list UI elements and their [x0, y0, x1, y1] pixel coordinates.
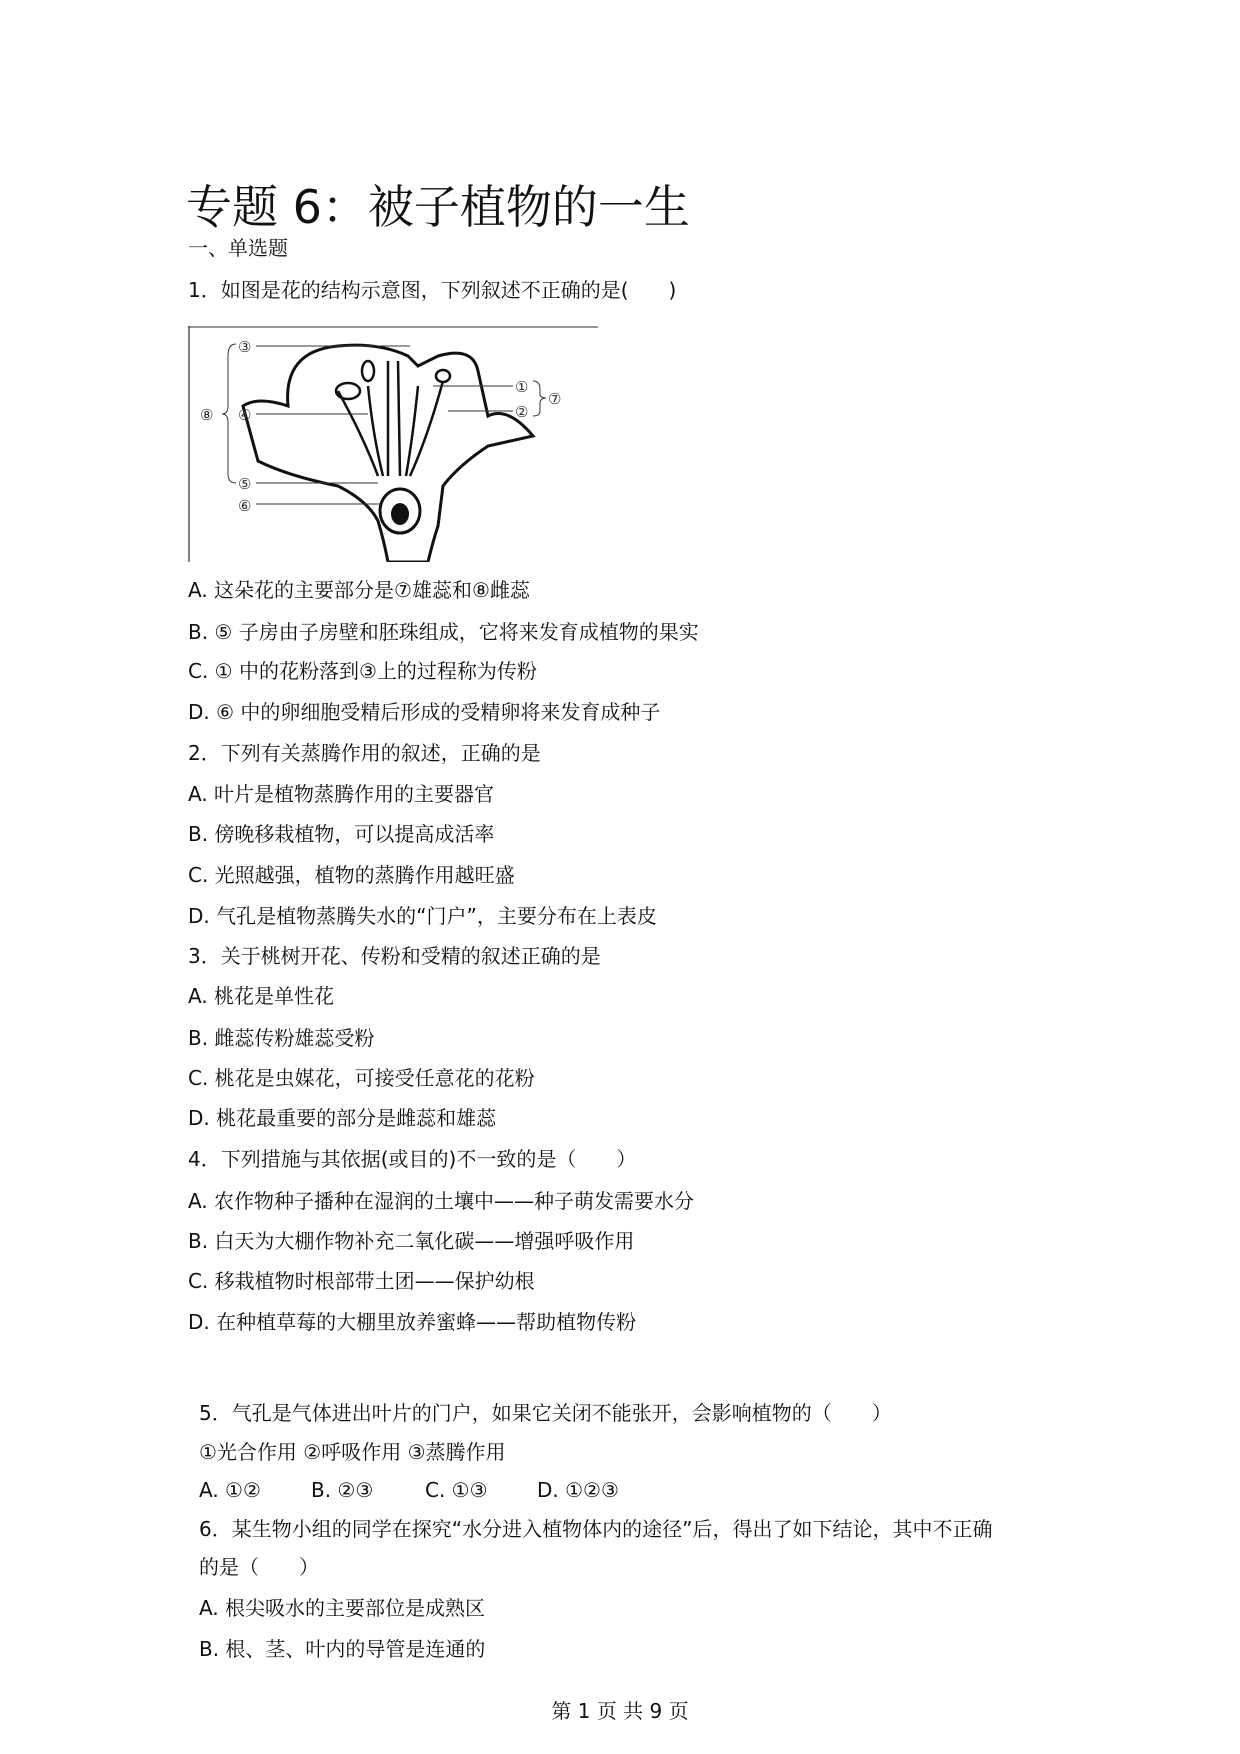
q3-option-a: A. 桃花是单性花 — [188, 984, 335, 1008]
q2-option-c: C. 光照越强，植物的蒸腾作用越旺盛 — [188, 863, 515, 887]
question-4-stem: 4．下列措施与其依据(或目的)不一致的是（ ） — [188, 1147, 637, 1171]
q1-option-b: B. ⑤ 子房由子房壁和胚珠组成，它将来发育成植物的果实 — [188, 620, 699, 644]
svg-text:①: ① — [515, 378, 529, 396]
q5-option-a: A. ①② — [199, 1478, 261, 1502]
svg-text:⑧: ⑧ — [200, 406, 214, 424]
q5-statements: ①光合作用 ②呼吸作用 ③蒸腾作用 — [199, 1440, 506, 1464]
page-title: 专题 6：被子植物的一生 — [186, 180, 690, 234]
q4-option-a: A. 农作物种子播种在湿润的土壤中——种子萌发需要水分 — [188, 1189, 695, 1213]
svg-text:④: ④ — [238, 406, 252, 424]
question-6-stem: 6．某生物小组的同学在探究“水分进入植物体内的途径”后，得出了如下结论，其中不正确 — [199, 1517, 993, 1541]
q5-option-c: C. ①③ — [425, 1478, 488, 1502]
question-1-stem: 1．如图是花的结构示意图，下列叙述不正确的是( ) — [188, 278, 677, 302]
q5-option-d: D. ①②③ — [537, 1478, 619, 1502]
flower-structure-diagram — [188, 326, 598, 562]
q2-option-a: A. 叶片是植物蒸腾作用的主要器官 — [188, 782, 495, 806]
svg-text:③: ③ — [238, 338, 252, 356]
q6-option-b: B. 根、茎、叶内的导管是连通的 — [199, 1637, 486, 1661]
q1-option-c: C. ① 中的花粉落到③上的过程称为传粉 — [188, 659, 537, 683]
q4-option-b: B. 白天为大棚作物补充二氧化碳——增强呼吸作用 — [188, 1229, 635, 1253]
q1-option-a: A. 这朵花的主要部分是⑦雄蕊和⑧雌蕊 — [188, 578, 530, 602]
svg-text:⑥: ⑥ — [238, 497, 252, 515]
q1-option-d: D. ⑥ 中的卵细胞受精后形成的受精卵将来发育成种子 — [188, 700, 661, 724]
q3-option-b: B. 雌蕊传粉雄蕊受粉 — [188, 1026, 375, 1050]
question-6-stem-cont: 的是（ ） — [199, 1555, 319, 1579]
q2-option-b: B. 傍晚移栽植物，可以提高成活率 — [188, 822, 495, 846]
question-3-stem: 3．关于桃树开花、传粉和受精的叙述正确的是 — [188, 944, 601, 968]
question-5-stem: 5．气孔是气体进出叶片的门户，如果它关闭不能张开，会影响植物的（ ） — [199, 1401, 892, 1425]
svg-text:⑤: ⑤ — [238, 475, 252, 493]
q3-option-c: C. 桃花是虫媒花，可接受任意花的花粉 — [188, 1066, 535, 1090]
svg-text:⑦: ⑦ — [548, 390, 562, 408]
q6-option-a: A. 根尖吸水的主要部位是成熟区 — [199, 1596, 486, 1620]
q2-option-d: D. 气孔是植物蒸腾失水的“门户”，主要分布在上表皮 — [188, 904, 657, 928]
q4-option-d: D. 在种植草莓的大棚里放养蜜蜂——帮助植物传粉 — [188, 1310, 637, 1334]
q5-option-b: B. ②③ — [311, 1478, 374, 1502]
q4-option-c: C. 移栽植物时根部带土团——保护幼根 — [188, 1269, 535, 1293]
page-footer: 第 1 页 共 9 页 — [551, 1699, 689, 1723]
q3-option-d: D. 桃花最重要的部分是雌蕊和雄蕊 — [188, 1106, 497, 1130]
svg-text:②: ② — [515, 403, 529, 421]
question-2-stem: 2．下列有关蒸腾作用的叙述，正确的是 — [188, 741, 541, 765]
section-heading: 一、单选题 — [188, 236, 288, 260]
